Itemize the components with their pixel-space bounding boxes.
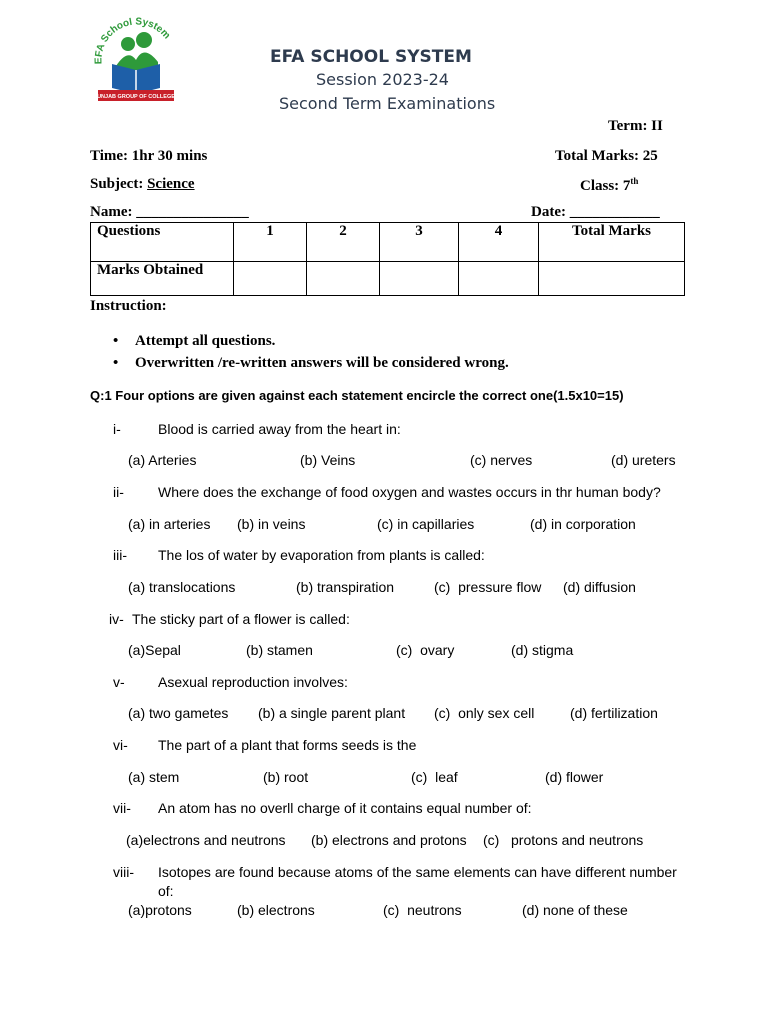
marks-cell-total[interactable]: [539, 262, 685, 296]
question-number: vii-: [113, 800, 131, 816]
question-text: Where does the exchange of food oxygen and wastes occurs in thr human body?: [158, 484, 661, 500]
header-q2: 2: [307, 223, 380, 262]
option-a[interactable]: (a)protons: [128, 902, 192, 918]
option-d[interactable]: (d) ureters: [611, 452, 676, 468]
question-text: Isotopes are found because atoms of the same elements can have different number: [158, 864, 677, 880]
question-text: An atom has no overll charge of it contains equal number of:: [158, 800, 532, 816]
option-b[interactable]: (b) a single parent plant: [258, 705, 406, 721]
marks-obtained-row: [91, 262, 685, 296]
exam-title: Second Term Examinations: [279, 94, 496, 113]
logo-banner-text: PUNJAB GROUP OF COLLEGES: [93, 94, 179, 100]
question-number: i-: [113, 421, 121, 437]
option-c[interactable]: (c) only sex cell: [434, 705, 535, 721]
option-b[interactable]: (b) transpiration: [296, 579, 395, 595]
instruction-item: • Overwritten /re-written answers will be considered wrong.: [113, 355, 509, 371]
class-field: [580, 176, 638, 195]
option-c[interactable]: (c) ovary: [396, 642, 455, 658]
option-b[interactable]: (b) stamen: [246, 642, 313, 658]
logo-arc-text: EFA School System: [93, 16, 173, 65]
marks-cell-q2[interactable]: [307, 262, 380, 296]
option-c[interactable]: (c) pressure flow: [434, 579, 542, 595]
q1-heading: Q:1 Four options are given against each statement encircle the correct one(1.5x10=15): [90, 388, 624, 403]
subject-field: [90, 176, 195, 193]
question-number: v-: [113, 674, 125, 690]
header-q1: 1: [234, 223, 307, 262]
class-label: Class: 7: [580, 178, 631, 194]
option-c[interactable]: (c) protons and neutrons: [483, 832, 644, 848]
option-d[interactable]: (d) none of these: [522, 902, 628, 918]
option-a[interactable]: (a) stem: [128, 769, 180, 785]
option-d[interactable]: (d) in corporation: [530, 516, 636, 532]
option-a[interactable]: (a) translocations: [128, 579, 236, 595]
question-text: The los of water by evaporation from plants is called:: [158, 547, 485, 563]
option-a[interactable]: (a) two gametes: [128, 705, 229, 721]
option-b[interactable]: (b) in veins: [237, 516, 306, 532]
school-logo: [92, 14, 180, 106]
school-title: EFA SCHOOL SYSTEM: [270, 47, 472, 67]
question-number: viii-: [113, 864, 134, 880]
marks-cell-q1[interactable]: [234, 262, 307, 296]
marks-table: [90, 222, 685, 296]
option-a[interactable]: (a) Arteries: [128, 452, 197, 468]
header-questions: Questions: [91, 223, 234, 262]
subject-value: Science: [147, 176, 195, 192]
session-text: Session 2023-24: [316, 70, 449, 89]
question-number: iii-: [113, 547, 127, 563]
option-a[interactable]: (a)Sepal: [128, 642, 181, 658]
question-text: Asexual reproduction involves:: [158, 674, 348, 690]
date-field[interactable]: Date: ____________: [531, 204, 660, 220]
total-marks-label: Total Marks: 25: [555, 148, 658, 164]
option-c[interactable]: (c) nerves: [470, 452, 533, 468]
option-d[interactable]: (d) flower: [545, 769, 604, 785]
option-b[interactable]: (b) electrons: [237, 902, 315, 918]
option-b[interactable]: (b) root: [263, 769, 309, 785]
option-a[interactable]: (a) in arteries: [128, 516, 211, 532]
question-text: Blood is carried away from the heart in:: [158, 421, 401, 437]
option-c[interactable]: (c) neutrons: [383, 902, 462, 918]
option-d[interactable]: (d) diffusion: [563, 579, 636, 595]
instruction-title: Instruction:: [90, 298, 167, 314]
option-b[interactable]: (b) electrons and protons: [311, 832, 467, 848]
question-text: The part of a plant that forms seeds is the: [158, 737, 417, 753]
question-number: iv-: [109, 611, 124, 627]
time-label: Time: 1hr 30 mins: [90, 148, 208, 164]
marks-cell-q4[interactable]: [459, 262, 539, 296]
marks-cell-q3[interactable]: [380, 262, 459, 296]
question-number: vi-: [113, 737, 128, 753]
option-a[interactable]: (a)electrons and neutrons: [126, 832, 286, 848]
option-d[interactable]: (d) fertilization: [570, 705, 658, 721]
question-text: The sticky part of a flower is called:: [132, 611, 350, 627]
subject-label: Subject:: [90, 176, 144, 192]
question-text-continued: of:: [158, 883, 174, 899]
marks-obtained-label: Marks Obtained: [91, 262, 234, 296]
bullet-icon: •: [113, 333, 119, 349]
instruction-item: • Attempt all questions.: [113, 333, 276, 349]
header-q3: 3: [380, 223, 459, 262]
option-d[interactable]: (d) stigma: [511, 642, 574, 658]
term-label: Term: II: [608, 118, 663, 134]
option-c[interactable]: (c) leaf: [411, 769, 458, 785]
marks-table-header-row: [91, 223, 685, 262]
bullet-icon: •: [113, 355, 119, 371]
class-superscript: th: [630, 176, 639, 186]
name-field[interactable]: Name: _______________: [90, 204, 249, 220]
question-number: ii-: [113, 484, 124, 500]
option-c[interactable]: (c) in capillaries: [377, 516, 475, 532]
header-total-marks: Total Marks: [539, 223, 685, 262]
header-q4: 4: [459, 223, 539, 262]
option-b[interactable]: (b) Veins: [300, 452, 356, 468]
